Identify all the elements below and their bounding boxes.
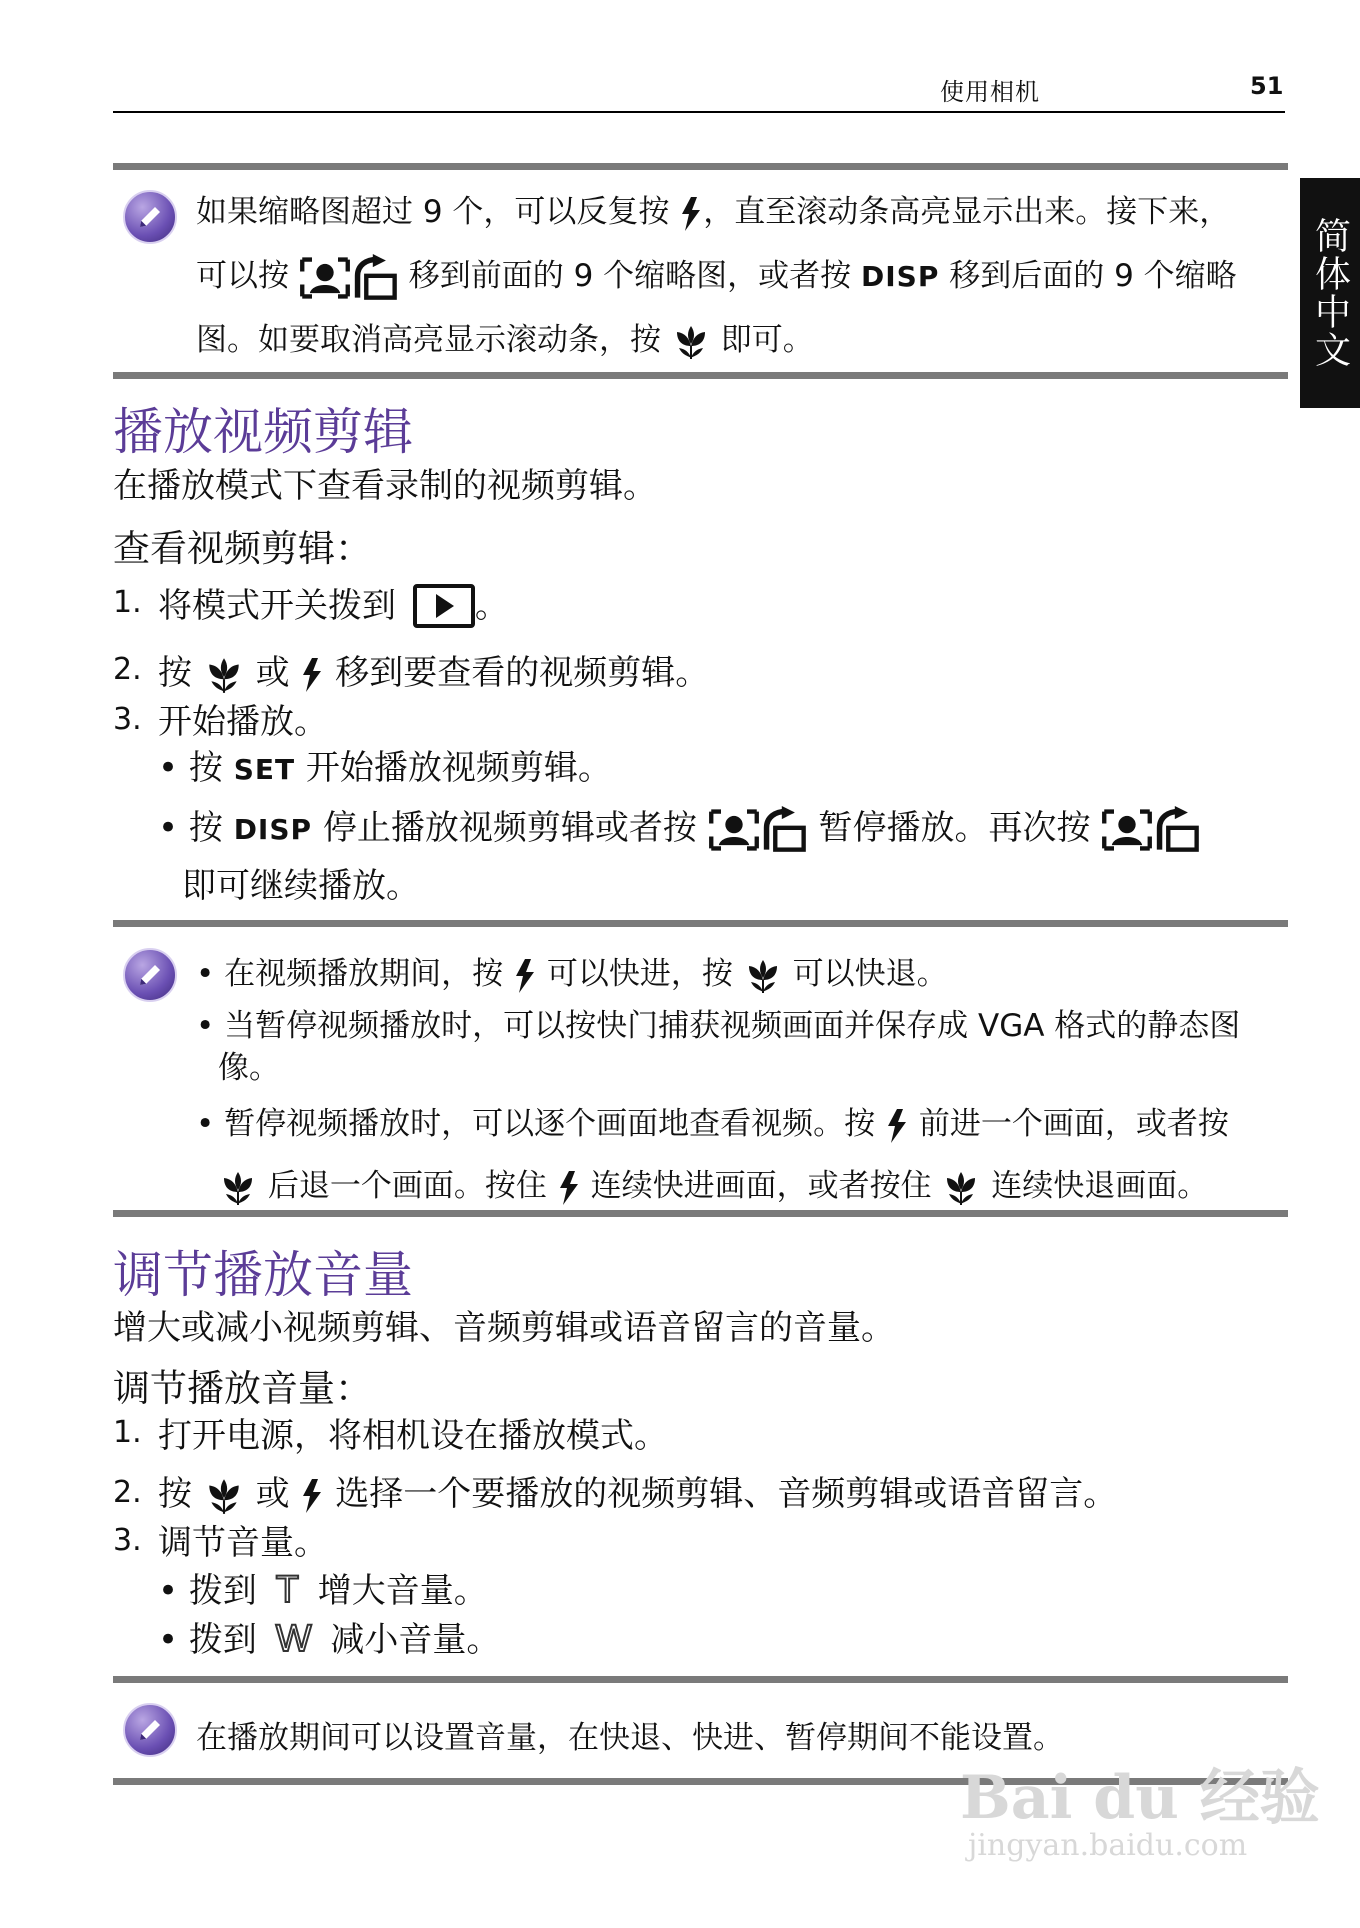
note2-bullet3-cont: 后退一个画面。按住 连续快进画面，或者按住 连续快退画面。 <box>218 1160 1208 1208</box>
macro-flower-icon <box>218 1168 258 1208</box>
s2-step1: 打开电源，将相机设在播放模式。 <box>158 1416 668 1456</box>
flash-icon <box>557 1168 581 1208</box>
flash-icon <box>885 1106 909 1146</box>
macro-flower-icon <box>743 956 783 996</box>
section1-intro: 在播放模式下查看录制的视频剪辑。 <box>113 466 657 506</box>
rotate-icon <box>351 254 399 302</box>
s2-step3: 调节音量。 <box>158 1523 328 1563</box>
s2-bullet1: • 拨到 T 增大音量。 <box>158 1569 488 1611</box>
flash-icon <box>679 194 703 234</box>
macro-flower-icon <box>941 1168 981 1208</box>
macro-flower-icon <box>203 654 245 696</box>
s2-step2-num: 2. <box>113 1475 142 1510</box>
note1-line2: 可以按 移到前面的 9 个缩略图，或者按 DISP 移到后面的 9 个缩略 <box>196 244 1276 308</box>
face-detect-icon <box>708 808 760 852</box>
s1-step3-num: 3. <box>113 702 142 737</box>
flash-icon <box>513 956 537 996</box>
note3-top-bar <box>113 1676 1288 1683</box>
s2-bullet2: • 拨到 W 减小音量。 <box>158 1618 501 1660</box>
note2-top-bar <box>113 920 1288 927</box>
s1-step3: 开始播放。 <box>158 702 328 742</box>
wide-w-icon: W <box>275 1618 312 1660</box>
pencil-note-icon <box>123 1703 177 1757</box>
section2-subtitle: 调节播放音量： <box>113 1367 372 1410</box>
note1-top-bar <box>113 163 1288 170</box>
note2-bottom-bar <box>113 1210 1288 1217</box>
disp-key: DISP <box>861 260 940 293</box>
note2-bullet1: • 在视频播放期间，按 可以快进，按 可以快退。 <box>196 948 948 996</box>
note1-line3: 图。如要取消高亮显示滚动条，按 即可。 <box>196 308 1276 372</box>
face-detect-icon <box>299 256 351 300</box>
flash-icon <box>300 1475 324 1517</box>
disp-key: DISP <box>233 813 313 846</box>
language-tab-label: 简体中文 <box>1309 217 1351 369</box>
header-rule <box>113 111 1285 113</box>
set-key: SET <box>233 753 296 786</box>
macro-flower-icon <box>671 322 711 362</box>
note2-bullet3: • 暂停视频播放时，可以逐个画面地查看视频。按 前进一个画面，或者按 <box>196 1098 1229 1146</box>
note1-body <box>196 180 1276 372</box>
s1-step2-num: 2. <box>113 652 142 687</box>
section1-title: 播放视频剪辑 <box>113 403 413 461</box>
s2-step3-num: 3. <box>113 1523 142 1558</box>
s1-step2: 按 或 移到要查看的视频剪辑。 <box>158 645 709 696</box>
watermark-url: jingyan.baidu.com <box>968 1828 1248 1863</box>
section1-subtitle: 查看视频剪辑： <box>113 527 372 570</box>
chapter-title: 使用相机 <box>940 78 1040 106</box>
section2-title: 调节播放音量 <box>113 1246 413 1304</box>
pencil-note-icon <box>123 190 177 244</box>
playback-icon <box>413 584 475 628</box>
s2-step2: 按 或 选择一个要播放的视频剪辑、音频剪辑或语音留言。 <box>158 1466 1117 1517</box>
s1-bullet2: • 按 DISP 停止播放视频剪辑或者按 暂停播放。再次按 <box>158 800 1278 854</box>
pencil-note-icon <box>123 948 177 1002</box>
rotate-icon <box>760 806 808 854</box>
note1-line1: 如果缩略图超过 9 个，可以反复按 ，直至滚动条高亮显示出来。接下来， <box>196 180 1276 244</box>
flash-icon <box>300 654 324 696</box>
note3-text: 在播放期间可以设置音量，在快退、快进、暂停期间不能设置。 <box>196 1720 1064 1756</box>
s1-step1: 将模式开关拨到 。 <box>158 578 509 630</box>
s1-step1-num: 1. <box>113 585 142 620</box>
rotate-icon <box>1153 806 1201 854</box>
page-number: 51 <box>1250 72 1284 100</box>
section2-intro: 增大或减小视频剪辑、音频剪辑或语音留言的音量。 <box>113 1308 895 1348</box>
language-tab <box>1300 178 1360 408</box>
watermark-brand: Bai du 经验 <box>960 1763 1320 1833</box>
s1-bullet1: • 按 SET 开始播放视频剪辑。 <box>158 748 612 788</box>
note2-bullet2-cont: 像。 <box>218 1050 280 1086</box>
s1-bullet2-cont: 即可继续播放。 <box>182 866 420 906</box>
s2-step1-num: 1. <box>113 1415 142 1450</box>
note2-bullet2: • 当暂停视频播放时，可以按快门捕获视频画面并保存成 VGA 格式的静态图 <box>196 1008 1241 1044</box>
note1-bottom-bar <box>113 372 1288 379</box>
face-detect-icon <box>1101 808 1153 852</box>
tele-t-icon: T <box>275 1569 299 1611</box>
macro-flower-icon <box>203 1475 245 1517</box>
